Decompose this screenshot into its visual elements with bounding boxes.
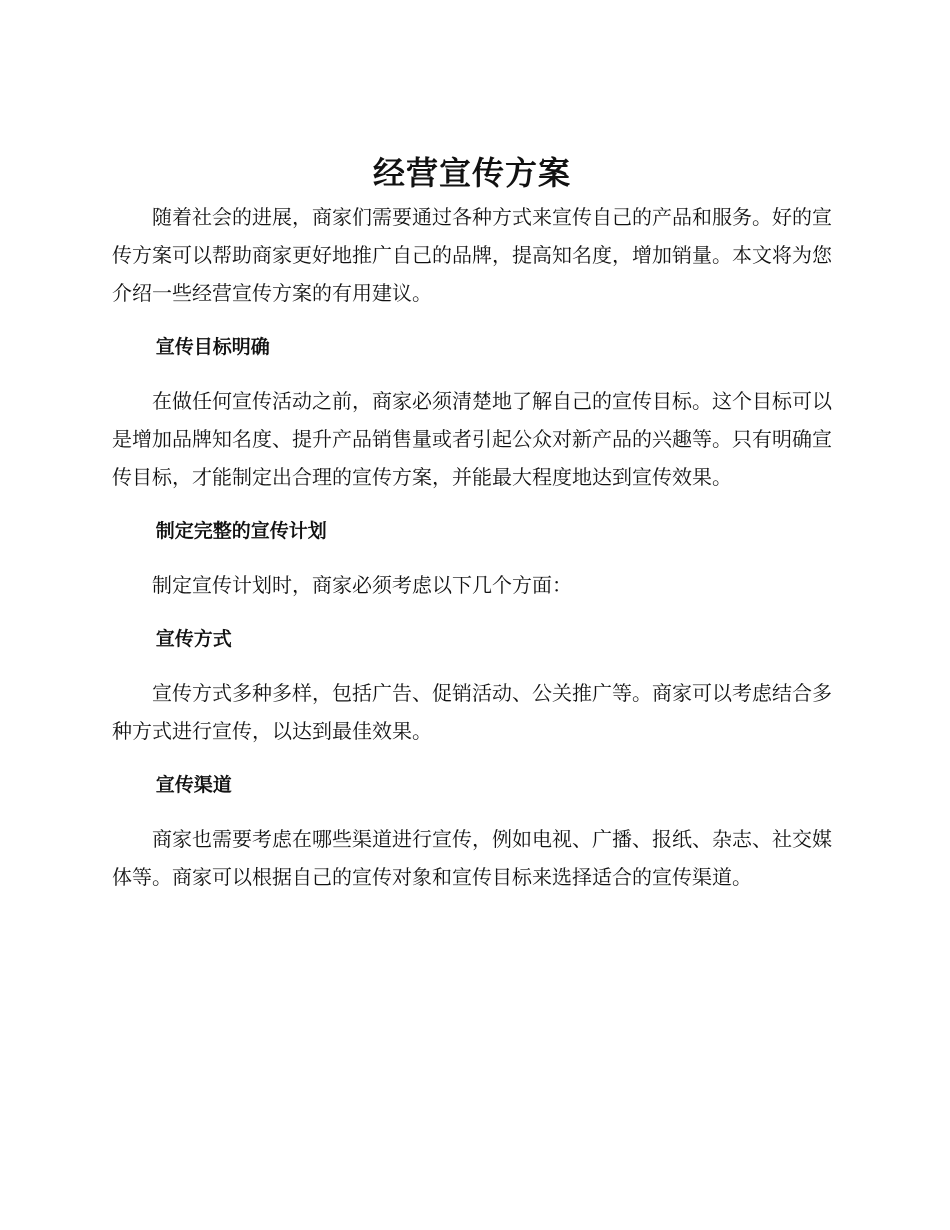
section-paragraph-methods: 宣传方式多种多样，包括广告、促销活动、公关推广等。商家可以考虑结合多种方式进行宣传，以达到最佳效果。 — [112, 681, 832, 743]
section-paragraph-plan: 制定宣传计划时，商家必须考虑以下几个方面： — [152, 573, 572, 597]
section-paragraph-channels: 商家也需要考虑在哪些渠道进行宣传，例如电视、广播、报纸、杂志、社交媒体等。商家可以根据自己的宣传对象和宣传目标来选择适合的宣传渠道。 — [112, 827, 832, 889]
section-heading-plan: 制定完整的宣传计划 — [155, 520, 327, 542]
section-paragraph-goal: 在做任何宣传活动之前，商家必须清楚地了解自己的宣传目标。这个目标可以是增加品牌知名度、提升产品销售量或者引起公众对新产品的兴趣等。只有明确宣传目标，才能制定出合理的宣传方案，并能最大程度地达到宣传效果。 — [112, 389, 832, 489]
document-title: 经营宣传方案 — [372, 154, 571, 192]
document-page — [112, 150, 832, 912]
section-heading-goal: 宣传目标明确 — [155, 336, 270, 358]
section-heading-methods: 宣传方式 — [155, 628, 232, 650]
intro-paragraph: 随着社会的进展，商家们需要通过各种方式来宣传自己的产品和服务。好的宣传方案可以帮助商家更好地推广自己的品牌，提高知名度，增加销量。本文将为您介绍一些经营宣传方案的有用建议。 — [112, 205, 832, 305]
section-heading-channels: 宣传渠道 — [155, 774, 232, 796]
